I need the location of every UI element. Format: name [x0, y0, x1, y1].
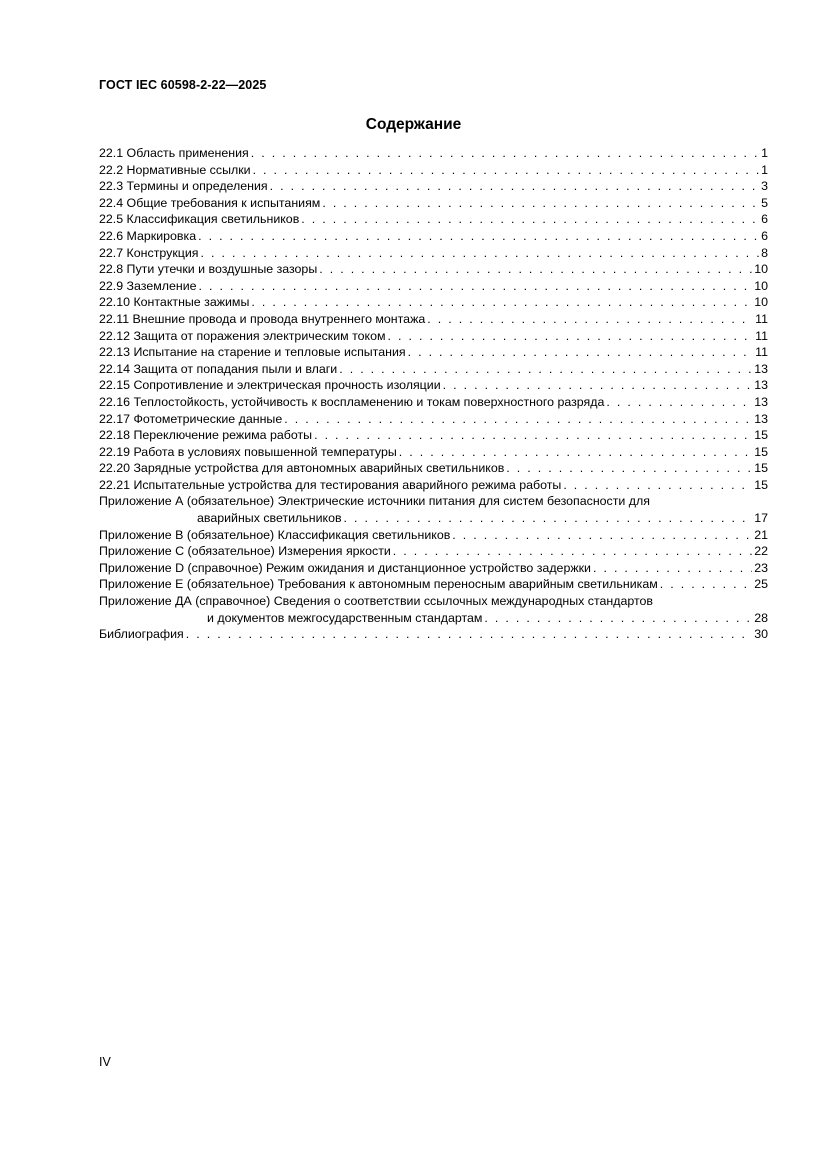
- toc-item-label: 22.18 Переключение режима работы: [99, 428, 313, 443]
- toc-item[interactable]: [99, 361, 768, 378]
- leader-dots: [339, 361, 752, 378]
- toc-item[interactable]: [99, 444, 768, 461]
- toc-page-number: 15: [754, 477, 768, 492]
- toc-page-number: 3: [761, 179, 768, 194]
- toc-item-label: 22.8 Пути утечки и воздушные зазоры: [99, 262, 318, 277]
- leader-dots: [198, 228, 759, 245]
- leader-dots: [563, 477, 752, 494]
- toc-item[interactable]: [99, 344, 768, 361]
- toc-item-label: Приложение С (обязательное) Измерения яркости: [99, 544, 391, 559]
- toc-item-label: Приложение D (справочное) Режим ожидания и дистанционное устройство задержки: [99, 560, 591, 575]
- leader-dots: [322, 195, 759, 212]
- toc-item-label: 22.6 Маркировка: [99, 228, 197, 243]
- toc-page-number: 30: [754, 627, 768, 642]
- toc-page-number: 8: [761, 245, 768, 260]
- toc-item-label: 22.12 Защита от поражения электрическим током: [99, 328, 386, 343]
- toc-item[interactable]: [99, 477, 768, 494]
- leader-dots: [344, 510, 753, 527]
- toc-appendix-da-line1: Приложение ДА (справочное) Сведения о соответствии ссылочных международных стандартов: [99, 594, 654, 609]
- leader-dots: [443, 377, 753, 394]
- toc-item[interactable]: [99, 195, 768, 212]
- toc-item[interactable]: [99, 411, 768, 428]
- toc-item[interactable]: [99, 211, 768, 228]
- toc-sections: [99, 145, 768, 493]
- toc-item-label: 22.2 Нормативные ссылки: [99, 162, 251, 177]
- leader-dots: [452, 527, 752, 544]
- toc-page-number: 10: [754, 295, 768, 310]
- toc-item[interactable]: [99, 145, 768, 162]
- toc-title: Содержание: [365, 116, 462, 133]
- leader-dots: [186, 626, 752, 643]
- leader-dots: [319, 261, 752, 278]
- toc-item-label: 22.13 Испытание на старение и тепловые испытания: [99, 345, 406, 360]
- toc-item-label: 22.20 Зарядные устройства для автономных аварийных светильников: [99, 461, 505, 476]
- leader-dots: [270, 178, 759, 195]
- leader-dots: [393, 543, 752, 560]
- toc-page-number: 13: [754, 361, 768, 376]
- toc-appendix-e[interactable]: [99, 576, 768, 593]
- leader-dots: [199, 278, 753, 295]
- toc-page-number: 6: [761, 228, 768, 243]
- toc-page-number: 5: [761, 195, 768, 210]
- toc-item[interactable]: [99, 294, 768, 311]
- leader-dots: [251, 145, 759, 162]
- leader-dots: [606, 394, 752, 411]
- toc-item-label: 22.11 Внешние провода и провода внутреннего монтажа: [99, 311, 426, 326]
- toc-item-label: Приложение Е (обязательное) Требования к автономным переносным аварийным светильникам: [99, 577, 658, 592]
- toc-page-number: 13: [754, 411, 768, 426]
- toc-item[interactable]: [99, 311, 768, 328]
- toc-page-number: 15: [754, 444, 768, 459]
- toc-appendix-c[interactable]: [99, 543, 768, 560]
- toc-item[interactable]: [99, 328, 768, 345]
- toc-item[interactable]: [99, 228, 768, 245]
- toc-page-number: 28: [754, 610, 768, 625]
- toc-item-label: 22.1 Область применения: [99, 146, 249, 160]
- toc-page-number: 22: [754, 544, 768, 559]
- leader-dots: [408, 344, 754, 361]
- toc-appendix-da-line2: и документов межгосударственным стандартам: [207, 610, 483, 625]
- toc-page-number: 11: [755, 345, 768, 360]
- toc-page-number: 21: [754, 527, 768, 542]
- toc-item-label: 22.14 Защита от попадания пыли и влаги: [99, 361, 338, 376]
- toc-item-label: 22.5 Классификация светильников: [99, 212, 300, 227]
- toc-item[interactable]: [99, 278, 768, 295]
- toc-page-number: 11: [755, 328, 768, 343]
- toc-item-label: Библиография: [99, 627, 184, 642]
- toc-appendix-a-line1: Приложение А (обязательное) Электрические источники питания для систем безопасности для: [99, 494, 650, 509]
- leader-dots: [200, 245, 759, 262]
- toc-item[interactable]: [99, 460, 768, 477]
- toc-item-label: 22.9 Заземление: [99, 278, 197, 293]
- toc-appendix-a[interactable]: [99, 493, 768, 526]
- toc-item[interactable]: [99, 245, 768, 262]
- toc-page-number: 11: [755, 311, 768, 326]
- toc-item-label: 22.7 Конструкция: [99, 245, 199, 260]
- toc-item[interactable]: [99, 178, 768, 195]
- toc-page-number: 1: [761, 162, 768, 177]
- toc-page-number: 6: [761, 212, 768, 227]
- table-of-contents: [99, 145, 768, 643]
- leader-dots: [314, 427, 752, 444]
- toc-item-label: 22.21 Испытательные устройства для тестирования аварийного режима работы: [99, 477, 562, 492]
- document-header: ГОСТ IEC 60598-2-22—2025: [99, 78, 267, 92]
- toc-appendix-da[interactable]: [99, 593, 768, 626]
- toc-item-label: Приложение В (обязательное) Классификация светильников: [99, 527, 451, 542]
- toc-page-number: 15: [754, 461, 768, 476]
- toc-appendix-a-line2: аварийных светильников: [197, 511, 342, 526]
- toc-page-number: 17: [754, 511, 768, 526]
- toc-item-label: 22.15 Сопротивление и электрическая прочность изоляции: [99, 378, 441, 393]
- leader-dots: [301, 211, 759, 228]
- toc-item-label: 22.3 Термины и определения: [99, 179, 268, 194]
- leader-dots: [593, 560, 752, 577]
- toc-item-label: 22.4 Общие требования к испытаниям: [99, 195, 321, 210]
- toc-page-number: 10: [754, 262, 768, 277]
- toc-page-number: 13: [754, 378, 768, 393]
- toc-page-number: 1: [761, 146, 768, 160]
- toc-item-label: 22.10 Контактные зажимы: [99, 295, 250, 310]
- toc-page-number: 13: [754, 394, 768, 409]
- toc-item[interactable]: [99, 394, 768, 411]
- toc-appendix-b[interactable]: [99, 527, 768, 544]
- leader-dots: [427, 311, 753, 328]
- leader-dots: [506, 460, 752, 477]
- toc-page-number: 23: [754, 560, 768, 575]
- leader-dots: [660, 576, 752, 593]
- toc-item[interactable]: [99, 377, 768, 394]
- page-number: IV: [99, 1055, 111, 1069]
- toc-item[interactable]: [99, 162, 768, 179]
- leader-dots: [388, 328, 754, 345]
- leader-dots: [399, 444, 752, 461]
- toc-item-label: 22.17 Фотометрические данные: [99, 411, 283, 426]
- toc-page-number: 15: [754, 428, 768, 443]
- toc-item-label: 22.19 Работа в условиях повышенной температуры: [99, 444, 397, 459]
- toc-item-label: 22.16 Теплостойкость, устойчивость к воспламенению и токам поверхностного разряда: [99, 394, 605, 409]
- leader-dots: [284, 411, 752, 428]
- toc-item[interactable]: [99, 427, 768, 444]
- toc-page-number: 10: [754, 278, 768, 293]
- toc-item[interactable]: [99, 261, 768, 278]
- leader-dots: [253, 162, 760, 179]
- toc-bibliography[interactable]: [99, 626, 768, 643]
- leader-dots: [484, 610, 752, 627]
- toc-appendix-d[interactable]: [99, 560, 768, 577]
- toc-page-number: 25: [754, 577, 768, 592]
- leader-dots: [251, 294, 752, 311]
